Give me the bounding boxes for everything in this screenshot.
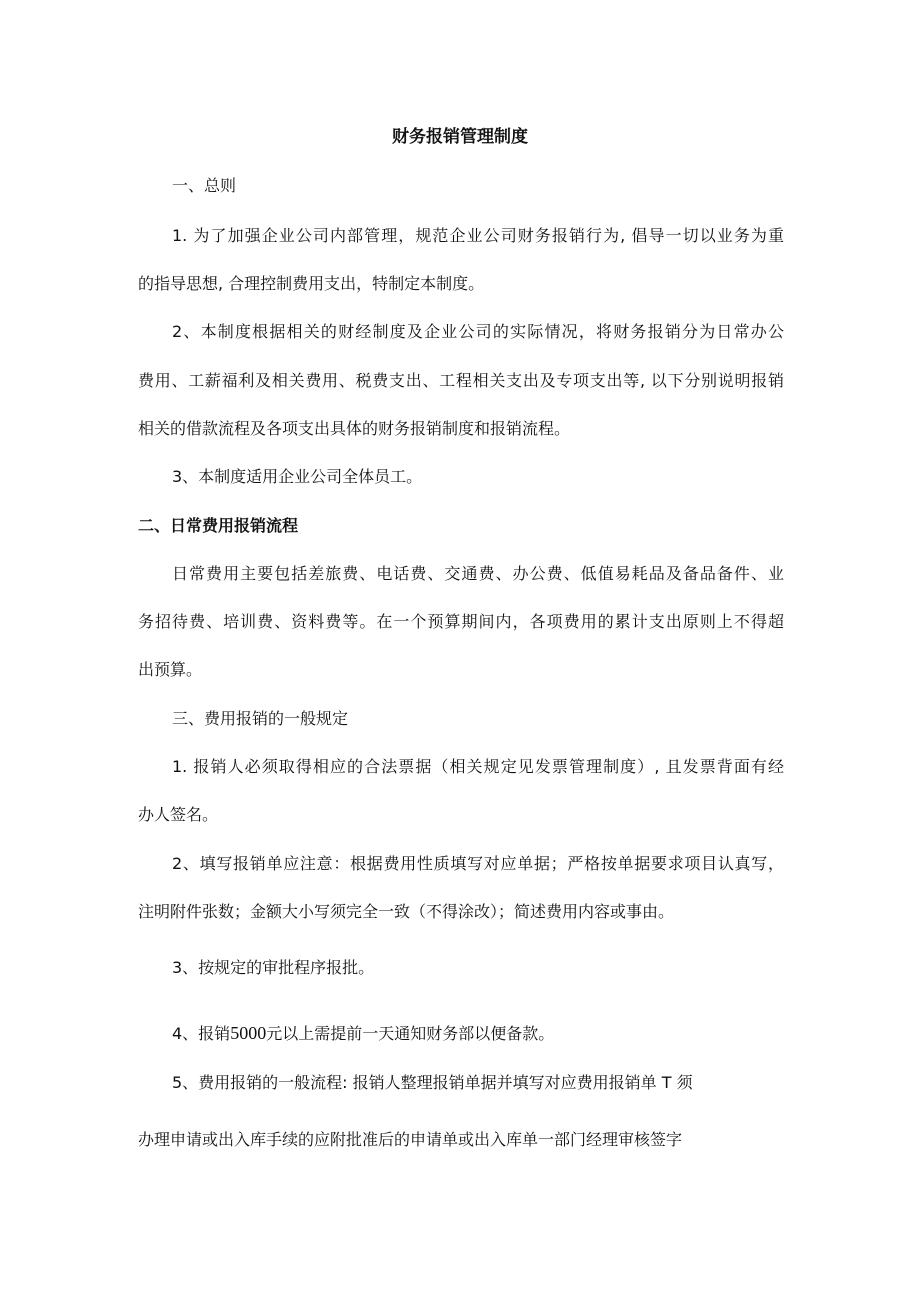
text-segment: 元以上需提前一天通知财务部以便备款。 (266, 1024, 555, 1043)
paragraph-line: 相关的借款流程及各项支出具体的财务报销制度和报销流程。 (138, 419, 571, 438)
section-heading-general-rules: 三、费用报销的一般规定 (172, 709, 349, 728)
paragraph-line: 的指导思想, 合理控制费用支出，特制定本制度。 (138, 274, 485, 293)
paragraph-line: 3、按规定的审批程序报批。 (172, 958, 375, 977)
paragraph-line: 5、费用报销的一般流程: 报销人整理报销单据并填写对应费用报销单 T 须 (172, 1073, 693, 1092)
paragraph-line: 办理申请或出入库手续的应附批准后的申请单或出入库单一部门经理审核签字 (138, 1130, 683, 1149)
text-segment: 4、报销 (172, 1024, 231, 1043)
paragraph-line: 务招待费、培训费、资料费等。在一个预算期间内，各项费用的累计支出原则上不得超 (138, 612, 784, 631)
paragraph-line: 出预算。 (138, 660, 203, 679)
paragraph-line: 费用、工薪福利及相关费用、税费支出、工程相关支出及专项支出等, 以下分别说明报销 (138, 371, 784, 390)
paragraph-line: 2、本制度根据相关的财经制度及企业公司的实际情况，将财务报销分为日常办公 (172, 322, 784, 341)
paragraph-line: 注明附件张数；金额大小写须完全一致（不得涂改）；简述费用内容或事由。 (138, 902, 675, 921)
paragraph-line: 日常费用主要包括差旅费、电话费、交通费、办公费、低值易耗品及备品备件、业 (172, 564, 784, 583)
paragraph-line: 1. 报销人必须取得相应的合法票据（相关规定见发票管理制度）, 且发票背面有经 (172, 757, 784, 776)
amount-number: 5000 (230, 1023, 267, 1043)
paragraph-line: 3、本制度适用企业公司全体员工。 (172, 467, 423, 486)
section-heading-daily-expense: 二、日常费用报销流程 (138, 516, 299, 535)
paragraph-line: 1. 为了加强企业公司内部管理，规范企业公司财务报销行为, 倡导一切以业务为重 (172, 226, 784, 245)
paragraph-line-amount (172, 1022, 554, 1045)
section-heading-general: 一、总则 (172, 176, 237, 195)
paragraph-line: 2、填写报销单应注意：根据费用性质填写对应单据；严格按单据要求项目认真写， (172, 854, 784, 873)
document-title: 财务报销管理制度 (392, 127, 528, 147)
paragraph-line: 办人签名。 (138, 805, 219, 824)
